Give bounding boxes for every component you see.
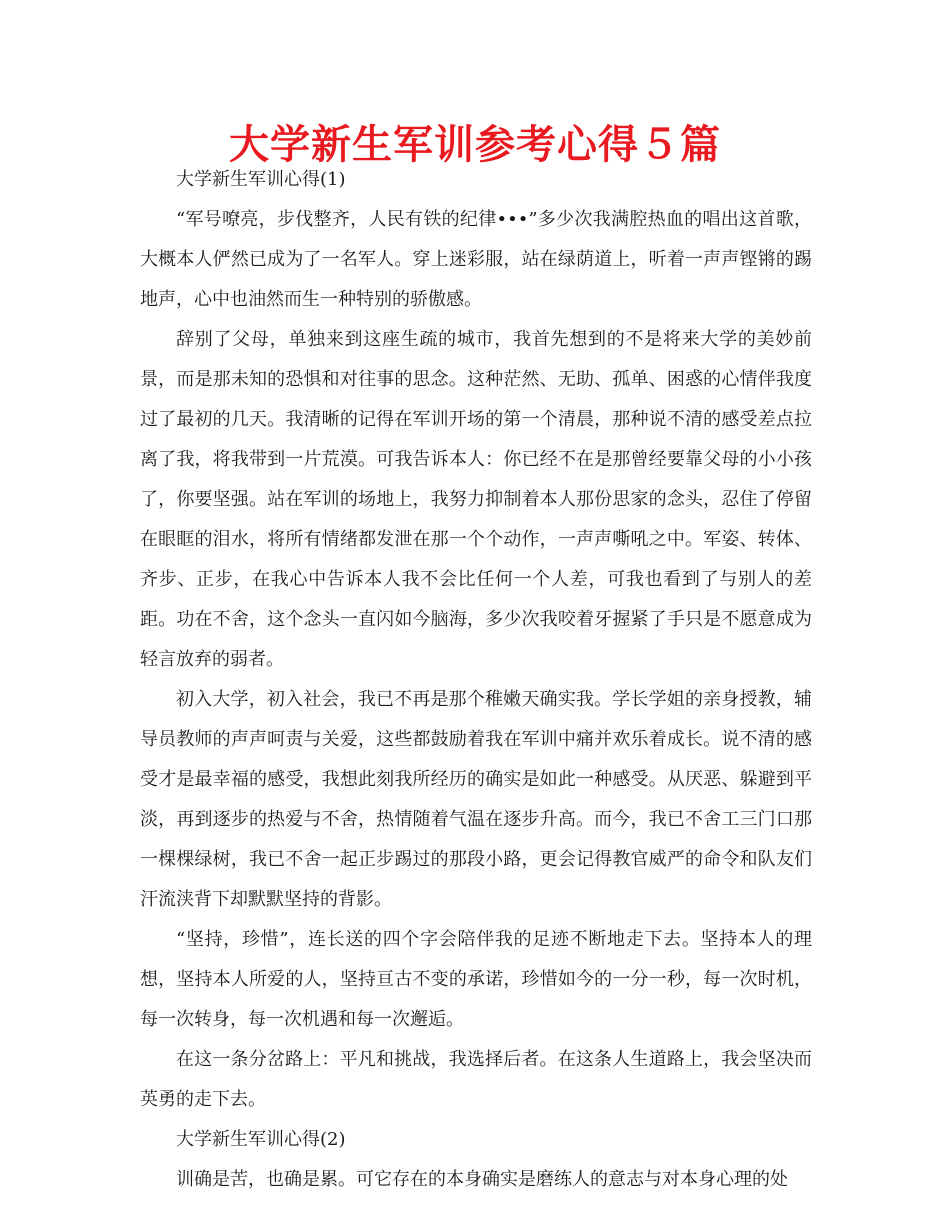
section-heading-2: 大学新生军训心得(2) bbox=[176, 1129, 346, 1150]
paragraph: 在这一条分岔路上：平凡和挑战，我选择后者。在这条人生道路上，我会坚决而英勇的走下去。 bbox=[140, 1049, 812, 1110]
paragraph: 训确是苦，也确是累。可它存在的本身确实是磨练人的意志与对本身心理的处 bbox=[176, 1169, 788, 1190]
paragraph: “军号嘹亮，步伐整齐，人民有铁的纪律•••”多少次我满腔热血的唱出这首歌，大概本人俨然已成为了一名军人。穿上迷彩服，站在绿荫道上，听着一声声铿锵的踢地声，心中也油然而生一种特别的骄傲感。 bbox=[140, 209, 812, 310]
document-body bbox=[140, 160, 812, 1200]
paragraph: 初入大学，初入社会，我已不再是那个稚嫩天确实我。学长学姐的亲身授教，辅导员教师的声声呵责与关爱，这些都鼓励着我在军训中痛并欢乐着成长。说不清的感受才是最幸福的感受，我想此刻我所经历的确实是如此一种感受。从厌恶、躲避到平淡，再到逐步的热爱与不舍，热情随着气温在逐步升高。而今，我已不舍工三门口那一棵棵绿树，我已不舍一起正步踢过的那段小路，更会记得教官威严的命令和队友们汗流浃背下却默默坚持的背影。 bbox=[140, 689, 812, 910]
paragraph: 辞别了父母，单独来到这座生疏的城市，我首先想到的不是将来大学的美妙前景，而是那未知的恐惧和对往事的思念。这种茫然、无助、孤单、困惑的心情伴我度过了最初的几天。我清晰的记得在军训开场的第一个清晨，那种说不清的感受差点拉离了我，将我带到一片荒漠。可我告诉本人：你已经不在是那曾经要靠父母的小小孩了，你要坚强。站在军训的场地上，我努力抑制着本人那份思家的念头，忍住了停留在眼眶的泪水，将所有情绪都发泄在那一个个动作，一声声嘶吼之中。军姿、转体、齐步、正步，在我心中告诉本人我不会比任何一个人差，可我也看到了与别人的差距。功在不舍，这个念头一直闪如今脑海，多少次我咬着牙握紧了手只是不愿意成为轻言放弃的弱者。 bbox=[140, 329, 812, 670]
document-title: 大学新生军训参考心得５篇 bbox=[229, 122, 721, 168]
paragraph: “坚持，珍惜”，连长送的四个字会陪伴我的足迹不断地走下去。坚持本人的理想，坚持本人所爱的人，坚持亘古不变的承诺，珍惜如今的一分一秒，每一次时机，每一次转身，每一次机遇和每一次邂逅。 bbox=[140, 929, 812, 1030]
section-heading-1: 大学新生军训心得(1) bbox=[176, 169, 346, 190]
